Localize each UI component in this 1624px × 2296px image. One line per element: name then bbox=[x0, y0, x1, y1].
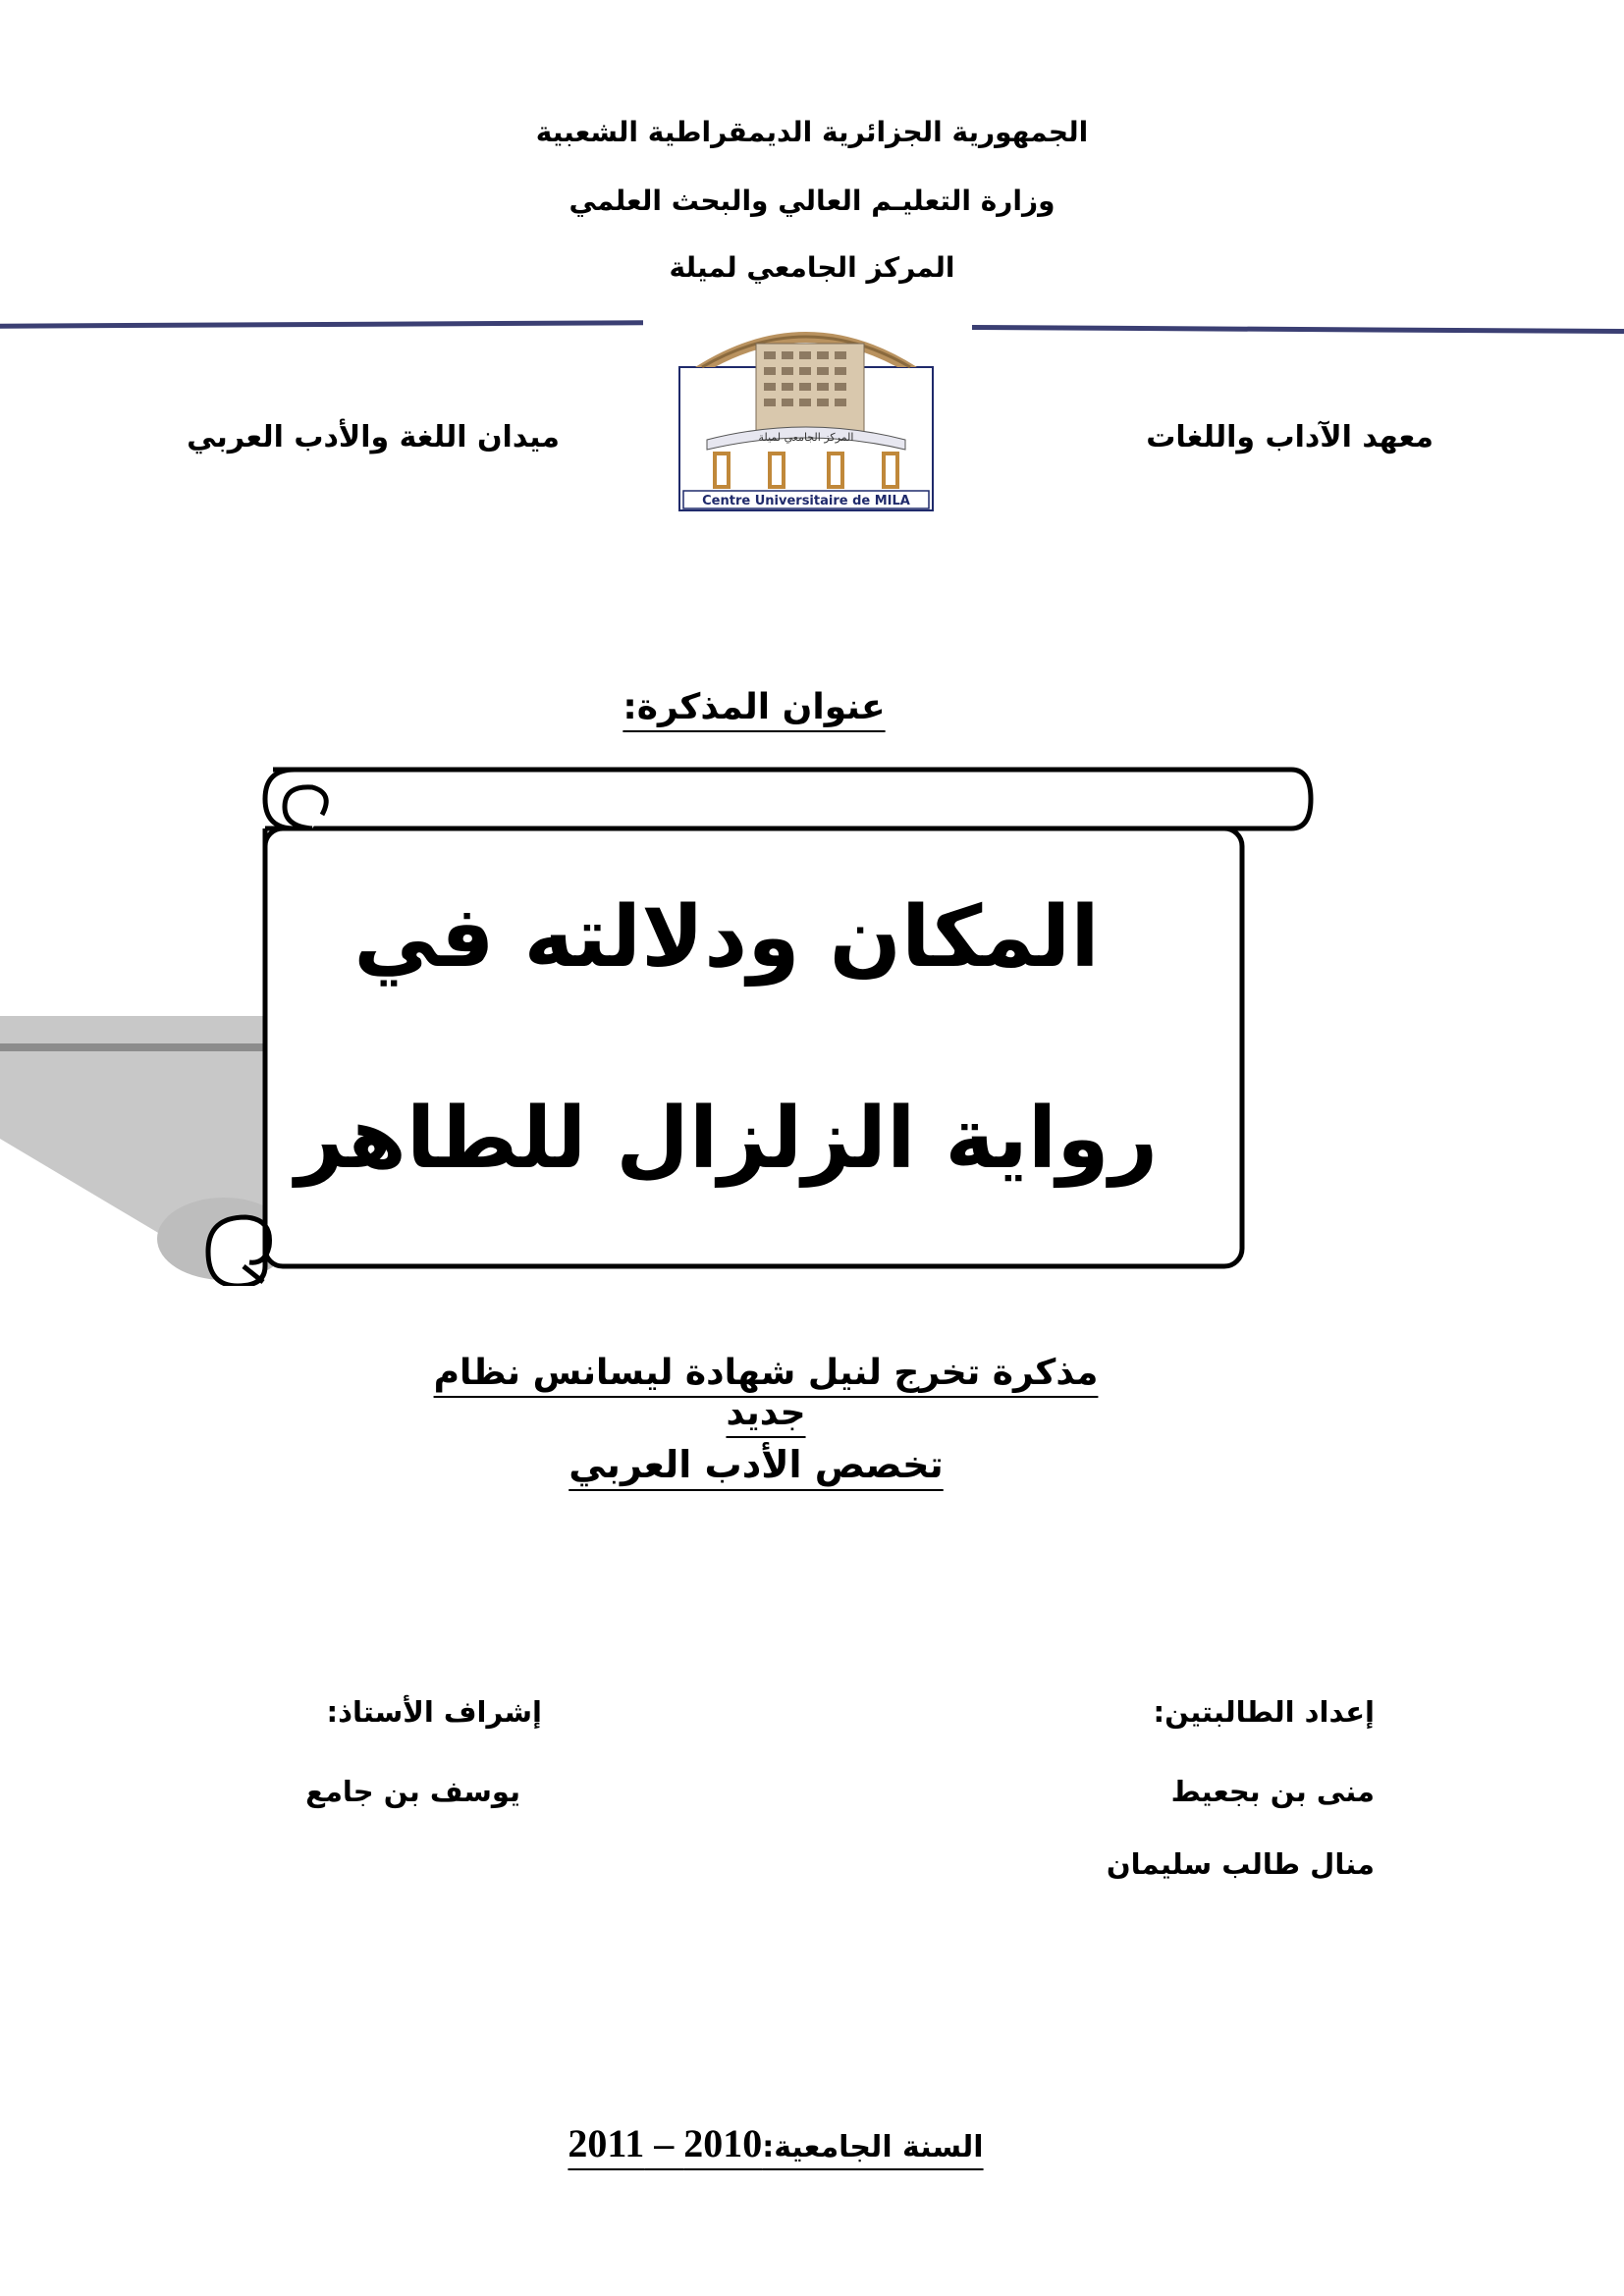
degree-line: مذكرة تخرج لنيل شهادة ليسانس نظام جديد bbox=[433, 1353, 1099, 1433]
student-name-2: منال طالب سليمان bbox=[1106, 1847, 1375, 1881]
university-line: المركز الجامعي لميلة bbox=[669, 251, 955, 284]
title-scroll bbox=[187, 756, 1326, 1286]
academic-year-value: 2010 – 2011 bbox=[568, 2121, 763, 2165]
title-line-2: رواية الزلزال للطاهر bbox=[295, 1090, 1159, 1188]
supervisor-name: يوسف بن جامع bbox=[305, 1775, 520, 1808]
field-label: ميدان اللغة والأدب العربي bbox=[187, 420, 560, 454]
memo-title-label: عنوان المذكرة: bbox=[623, 687, 886, 727]
supervisor-label: إشراف الأستاذ: bbox=[326, 1695, 542, 1729]
academic-year bbox=[560, 2120, 992, 2166]
ministry-line: وزارة التعليـم العالي والبحث العلمي bbox=[568, 185, 1056, 217]
logo-book-text: المركز الجامعي لميلة bbox=[758, 431, 854, 444]
academic-year-label: السنة الجامعية: bbox=[762, 2130, 984, 2164]
left-rule bbox=[0, 320, 643, 328]
specialty-line: تخصص الأدب العربي bbox=[568, 1443, 944, 1486]
students-label: إعداد الطالبتين: bbox=[1153, 1695, 1375, 1729]
student-name-1: منى بن بجعيط bbox=[1170, 1775, 1375, 1808]
right-rule bbox=[972, 325, 1624, 334]
republic-line: الجمهورية الجزائرية الديمقراطية الشعبية bbox=[535, 116, 1089, 148]
logo-caption: Centre Universitaire de MILA bbox=[702, 494, 910, 508]
institute-label: معهد الآداب واللغات bbox=[1146, 420, 1434, 454]
title-line-1: المكان ودلالته في bbox=[353, 888, 1100, 987]
university-logo bbox=[677, 316, 935, 512]
